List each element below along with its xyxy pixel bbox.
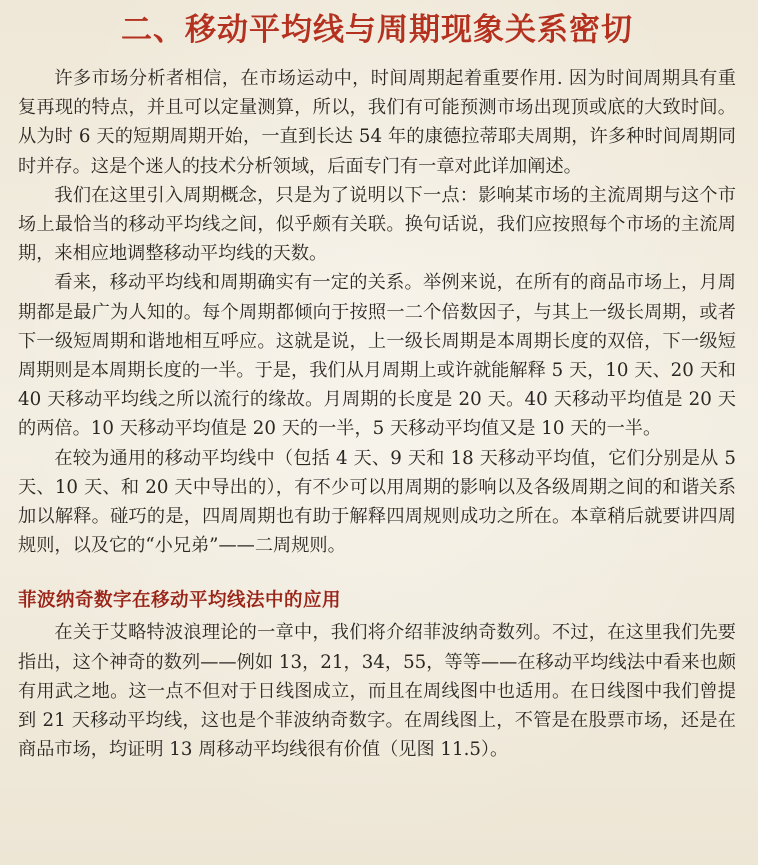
paragraph-5: 在关于艾略特波浪理论的一章中，我们将介绍菲波纳奇数列。不过，在这里我们先要指出，这个神奇的数列——例如 13，21，34，55，等等——在移动平均线法中看来也颇有用武之地。这一点不但对于日线图成立，而且在周线图中也适用。在日线图中我们曾提到 21 天移动平均线，这也是个菲波纳奇数字。在周线图上，不管是在股票市场，还是在商品市场，均证明 13 周移动平均线很有价值（见图 11.5）。 bbox=[18, 622, 736, 761]
paragraph-3: 看来，移动平均线和周期确实有一定的关系。举例来说，在所有的商品市场上，月周期都是最广为人知的。每个周期都倾向于按照一二个倍数因子，与其上一级长周期，或者下一级短周期和谐地相互呼应。这就是说，上一级长周期是本周期长度的双倍，下一级短周期则是本周期长度的一半。于是，我们从月周期上或许就能解释 5 天，10 天、20 天和 40 天移动平均线之所以流行的缘故。月周期的长度是 20 天。40 天移动平均值是 20 天的两倍。10 天移动平均值是 20 天的一半，5 天移动平均值又是 10 天的一半。 bbox=[18, 272, 736, 440]
paragraph-4: 在较为通用的移动平均线中（包括 4 天、9 天和 18 天移动平均值，它们分别是从 5 天、10 天、和 20 天中导出的），有不少可以用周期的影响以及各级周期之间的和谐关系加以解释。碰巧的是，四周周期也有助于解释四周规则成功之所在。本章稍后就要讲四周规则，以及它的“小兄弟”——二周规则。 bbox=[18, 447, 736, 557]
page-title: 二、移动平均线与周期现象关系密切 bbox=[121, 12, 633, 48]
paragraph-2: 我们在这里引入周期概念，只是为了说明以下一点：影响某市场的主流周期与这个市场上最恰当的移动平均线之间，似乎颇有关联。换句话说，我们应按照每个市场的主流周期，来相应地调整移动平均线的天数。 bbox=[18, 184, 736, 265]
paragraph-1: 许多市场分析者相信，在市场运动中，时间周期起着重要作用. 因为时间周期具有重复再现的特点，并且可以定量测算，所以，我们有可能预测市场出现顶或底的大致时间。从为时 6 天的短期周期开始，一直到长达 54 年的康德拉蒂耶夫周期，许多种时间周期同时并存。这是个迷人的技术分析领域，后面专门有一章对此详加阐述。 bbox=[18, 68, 736, 177]
section-heading-fibonacci: 菲波纳奇数字在移动平均线法中的应用 bbox=[18, 590, 342, 612]
